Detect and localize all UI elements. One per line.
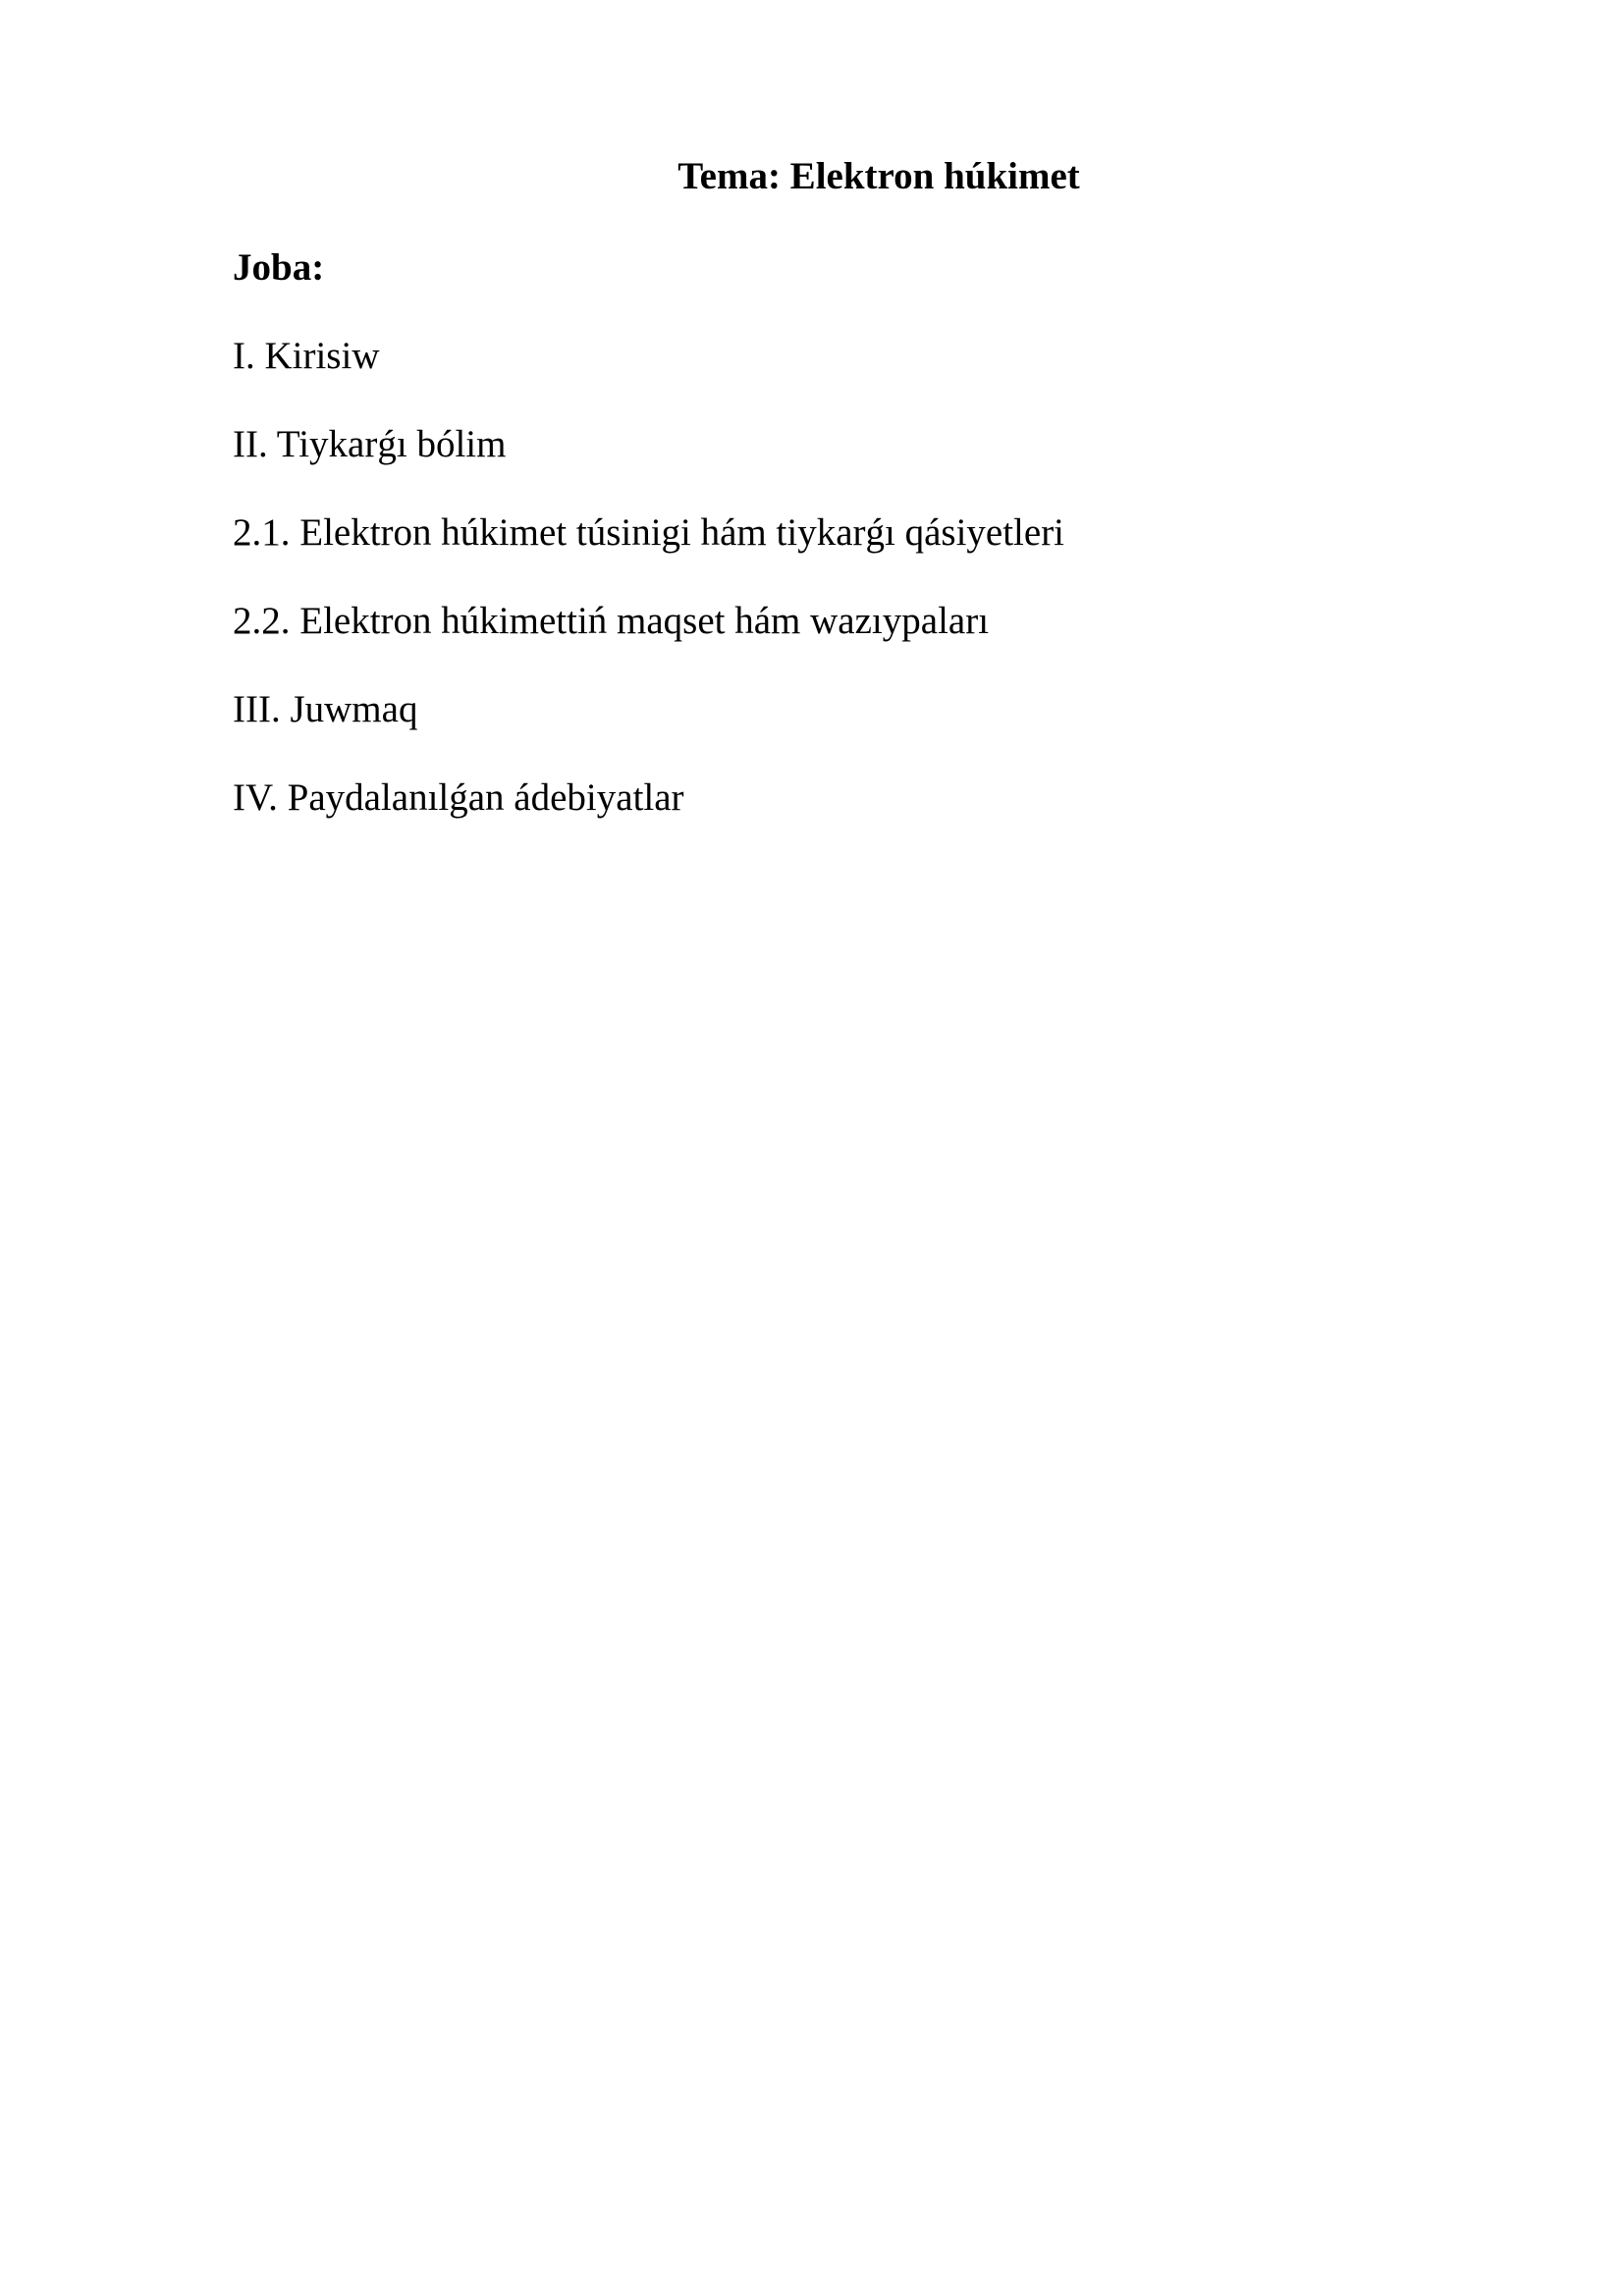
plan-heading: Joba: bbox=[233, 246, 325, 289]
page-title: Tema: Elektron húkimet bbox=[677, 155, 1080, 197]
plan-item-concept: 2.1. Elektron húkimet túsinigi hám tiykarǵı qásiyetleri bbox=[233, 511, 1065, 554]
plan-item-main-part: II. Tiykarǵı bólim bbox=[233, 423, 507, 465]
plan-item-references: IV. Paydalanılǵan ádebiyatlar bbox=[233, 776, 684, 819]
plan-item-goals: 2.2. Elektron húkimettiń maqset hám wazıypaları bbox=[233, 600, 990, 642]
plan-item-conclusion: III. Juwmaq bbox=[233, 688, 418, 730]
plan-item-introduction: I. Kirisiw bbox=[233, 335, 380, 377]
plan-list bbox=[233, 330, 1064, 860]
